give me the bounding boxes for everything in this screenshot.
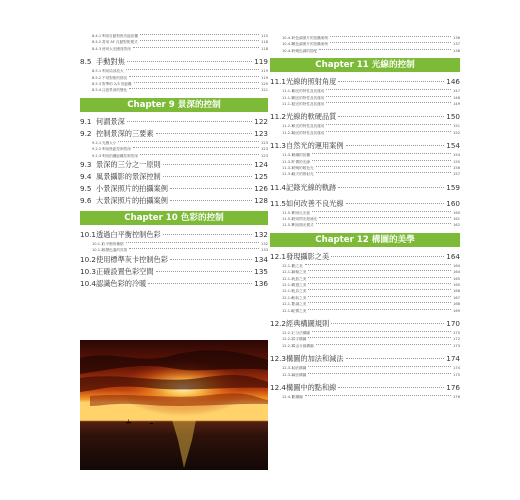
toc-subsection-entry — [270, 309, 460, 315]
entry-title: 空間之美 — [292, 308, 307, 313]
entry-page-number: 118 — [261, 46, 268, 51]
entry-number: 8.5.1 — [92, 69, 102, 74]
entry-title: 使用閃光燈補光 — [292, 217, 318, 222]
entry-title: 小景深照片的拍攝案例 — [96, 183, 168, 193]
entry-title: 手動對焦 — [96, 57, 125, 67]
dot-leader — [133, 47, 259, 48]
entry-page-number: 119 — [254, 57, 268, 67]
entry-number: 12.1.1 — [282, 263, 294, 268]
entry-page-number: 164 — [453, 270, 460, 275]
toc-right-column — [270, 36, 460, 401]
dot-leader — [129, 248, 259, 249]
entry-page-number: 165 — [453, 276, 460, 281]
entry-number: 11.1.2 — [282, 95, 294, 100]
toc-section-entry — [270, 112, 460, 124]
entry-number: 12.4.1 — [282, 394, 294, 399]
toc-section-entry — [80, 57, 268, 69]
entry-page-number: 172 — [453, 337, 460, 342]
entry-page-number: 147 — [453, 89, 460, 94]
dot-leader — [127, 61, 253, 62]
dot-leader — [308, 373, 451, 374]
entry-title: 記錄光線的軌跡 — [286, 182, 337, 192]
entry-title: 陰天的散射光 — [292, 172, 314, 177]
entry-number: 8.4.1 — [92, 34, 102, 38]
dot-leader — [319, 217, 451, 218]
entry-title: 大景深照片的拍攝案例 — [96, 195, 168, 205]
entry-page-number: 159 — [446, 182, 460, 192]
dot-leader — [308, 270, 451, 271]
dot-leader — [326, 89, 451, 90]
entry-number: 9.2.2 — [92, 147, 102, 152]
dot-leader — [338, 81, 444, 82]
entry-number: 12.1.6 — [282, 295, 294, 300]
entry-page-number: 137 — [453, 42, 460, 47]
entry-title: 發現攝影之美 — [286, 251, 330, 261]
entry-number: 9.2 — [80, 128, 92, 138]
entry-number: 8.5 — [80, 57, 92, 67]
dot-leader — [140, 154, 259, 155]
toc-subsection-entry — [270, 172, 460, 178]
entry-page-number: 122 — [254, 116, 268, 126]
toc-section-entry — [80, 230, 268, 242]
entry-number: 11.5.1 — [282, 210, 294, 215]
entry-page-number: 167 — [453, 295, 460, 300]
entry-number: 11.3.3 — [282, 165, 294, 170]
toc-subsection-entry — [80, 47, 268, 53]
toc-section-entry — [80, 184, 268, 196]
toc-subsection-entry — [80, 88, 268, 94]
entry-number: 11.2.2 — [282, 130, 294, 135]
entry-title: 光影之美 — [292, 276, 307, 281]
entry-number: 9.6 — [80, 195, 92, 205]
entry-number: 11.2.1 — [282, 124, 294, 129]
entry-title: 線條之美 — [292, 270, 307, 275]
entry-number: 12.3.1 — [282, 366, 294, 371]
entry-number: 11.1 — [270, 77, 287, 87]
entry-number: 12.4 — [270, 382, 287, 392]
dot-leader — [346, 145, 445, 146]
entry-title: 利用反光板 — [292, 210, 310, 215]
entry-number: 12.2.3 — [282, 343, 294, 348]
toc-subsection-entry — [270, 102, 460, 108]
dot-leader — [319, 49, 451, 50]
entry-page-number: 174 — [453, 366, 460, 371]
entry-title: 光線的照射角度 — [286, 77, 337, 87]
entry-number: 10.1 — [80, 229, 97, 239]
dot-leader — [127, 121, 253, 122]
dot-leader — [170, 259, 252, 260]
toc-section-entry — [80, 117, 268, 129]
entry-title: 風景攝影的景深控制 — [96, 171, 161, 181]
entry-title: 經典構圖規則 — [286, 318, 330, 328]
entry-title: 控制景深的三要素 — [96, 128, 154, 138]
toc-left-column — [80, 34, 268, 291]
chapter-heading: Chapter 10 色彩的控制 — [80, 211, 268, 225]
entry-page-number: 123 — [261, 147, 268, 152]
dot-leader — [129, 88, 259, 89]
chapter-heading: Chapter 9 景深的控制 — [80, 98, 268, 112]
dot-leader — [316, 172, 452, 173]
entry-page-number: 121 — [261, 88, 268, 93]
dot-leader — [326, 131, 451, 132]
entry-number: 11.5 — [270, 198, 287, 208]
entry-number: 9.2.3 — [92, 153, 102, 158]
entry-title: 自然光的運用案例 — [286, 141, 344, 151]
entry-page-number: 132 — [261, 241, 268, 246]
entry-title: 注意景深的變化 — [102, 88, 128, 93]
entry-number: 10.3 — [80, 266, 97, 276]
entry-title: 暖色調照片的拍攝案例 — [292, 42, 328, 47]
entry-title: 使用標準灰卡控制色彩 — [96, 254, 168, 264]
entry-number: 11.2 — [270, 112, 287, 122]
entry-title: 形狀之美 — [292, 295, 307, 300]
entry-page-number: 136 — [254, 278, 268, 288]
toc-section-entry — [270, 183, 460, 195]
dot-leader — [338, 387, 444, 388]
entry-page-number: 133 — [261, 248, 268, 253]
entry-title: 晨曦的拍攝 — [292, 153, 310, 158]
entry-title: 使用大光圈淺景深 — [102, 46, 131, 51]
entry-title: 認識色彩的冷暖 — [96, 278, 147, 288]
entry-page-number: 146 — [446, 77, 460, 87]
dot-leader — [140, 34, 259, 35]
entry-page-number: 169 — [453, 308, 460, 313]
entry-page-number: 170 — [446, 318, 460, 328]
entry-number: 12.3.2 — [282, 372, 294, 377]
entry-number: 11.3.2 — [282, 159, 294, 164]
entry-page-number: 154 — [446, 141, 460, 151]
toc-subsection-entry — [270, 49, 460, 55]
entry-number: 10.4.1 — [282, 36, 294, 40]
entry-title: 三分法構圖 — [292, 330, 310, 335]
dot-leader — [156, 271, 253, 272]
dot-leader — [346, 358, 445, 359]
dot-leader — [312, 160, 451, 161]
entry-number: 12.1.7 — [282, 302, 294, 307]
entry-title: 減法構圖 — [292, 372, 307, 377]
entry-number: 11.1.3 — [282, 101, 294, 106]
entry-number: 9.1 — [80, 116, 92, 126]
entry-page-number: 126 — [254, 183, 268, 193]
entry-page-number: 174 — [446, 354, 460, 364]
toc-subsection-entry — [270, 131, 460, 137]
dot-leader — [140, 40, 260, 41]
entry-title: 白平衡的種類 — [102, 241, 124, 246]
toc-section-entry — [270, 77, 460, 89]
entry-title: 冷暖色調的搭配 — [292, 48, 318, 53]
entry-page-number: 118 — [261, 40, 268, 45]
dot-leader — [148, 283, 252, 284]
dot-leader — [133, 147, 259, 148]
entry-page-number: 162 — [453, 223, 460, 228]
dot-leader — [170, 188, 252, 189]
toc-section-entry — [80, 279, 268, 291]
entry-title: 點構圖 — [292, 394, 303, 399]
entry-title: 光線的軟硬品質 — [286, 112, 337, 122]
entry-title: 利用焦距控制景深 — [102, 147, 131, 152]
toc-subsection-entry — [270, 344, 460, 350]
entry-title: 順光的特性及其運用 — [292, 89, 325, 94]
entry-number: 12.3 — [270, 354, 287, 364]
dot-leader — [308, 289, 451, 290]
entry-page-number: 160 — [446, 198, 460, 208]
dot-leader — [308, 302, 451, 303]
dot-leader — [338, 116, 444, 117]
entry-title: 利用測光模式 — [292, 223, 314, 228]
entry-title: 軟光的特性及其運用 — [292, 124, 325, 129]
entry-title: 景深的三分之一原則 — [96, 159, 161, 169]
chapter-heading: Chapter 11 光線的控制 — [270, 58, 460, 72]
entry-title: 利用自動對焦功能拍攝 — [102, 34, 138, 38]
dot-leader — [163, 176, 253, 177]
entry-number: 8.5.2 — [92, 75, 102, 80]
entry-title: 改變色溫的效果 — [102, 248, 128, 253]
dot-leader — [305, 395, 451, 396]
dot-leader — [330, 42, 451, 43]
entry-title: 影調之美 — [292, 302, 307, 307]
entry-page-number: 134 — [254, 254, 268, 264]
entry-number: 12.1.3 — [282, 276, 294, 281]
entry-number: 9.2.1 — [92, 140, 102, 145]
entry-page-number: 119 — [261, 75, 268, 80]
dot-leader — [170, 200, 252, 201]
dot-leader — [316, 223, 452, 224]
entry-title: 利用局部放大 — [102, 69, 124, 74]
dot-leader — [308, 277, 451, 278]
entry-title: 側光的特性及其運用 — [292, 95, 325, 100]
dot-leader — [316, 344, 452, 345]
dot-leader — [308, 309, 451, 310]
entry-page-number: 115 — [261, 34, 268, 38]
toc-subsection-entry — [270, 395, 460, 401]
entry-page-number: 168 — [453, 302, 460, 307]
entry-page-number: 164 — [446, 251, 460, 261]
toc-section-entry — [80, 129, 268, 141]
entry-number: 12.1.5 — [282, 289, 294, 294]
entry-page-number: 156 — [453, 165, 460, 170]
dot-leader — [331, 323, 444, 324]
entry-number: 12.1.2 — [282, 270, 294, 275]
entry-page-number: 161 — [453, 217, 460, 222]
entry-title: 逆光的特性及其運用 — [292, 101, 325, 106]
dot-leader — [331, 256, 444, 257]
entry-number: 12.2.2 — [282, 337, 294, 342]
dot-leader — [326, 102, 451, 103]
entry-number: 12.1 — [270, 251, 287, 261]
entry-page-number: 150 — [446, 112, 460, 122]
dot-leader — [326, 96, 451, 97]
entry-number: 11.3.1 — [282, 153, 294, 158]
entry-page-number: 119 — [261, 69, 268, 74]
entry-page-number: 170 — [453, 330, 460, 335]
toc-subsection-entry — [270, 373, 460, 379]
entry-number: 8.5.3 — [92, 81, 102, 86]
entry-title: 午間的光線 — [292, 159, 310, 164]
entry-number: 11.1.1 — [282, 89, 294, 94]
chapter-heading: Chapter 12 構圖的美學 — [270, 233, 460, 247]
entry-page-number: 149 — [453, 101, 460, 106]
entry-title: 不易對焦的情況 — [102, 75, 128, 80]
dot-leader — [129, 76, 259, 77]
entry-page-number: 123 — [261, 153, 268, 158]
entry-page-number: 154 — [453, 153, 460, 158]
entry-title: 對準約 2/3 的距離 — [102, 81, 132, 86]
entry-title: 黃金分割構圖 — [292, 343, 314, 348]
dot-leader — [326, 124, 451, 125]
entry-number: 10.2 — [80, 254, 97, 264]
entry-title: 質感之美 — [292, 283, 307, 288]
dot-leader — [163, 164, 253, 165]
entry-number: 10.1.2 — [92, 248, 104, 253]
toc-subsection-entry — [270, 223, 460, 229]
dot-leader — [338, 187, 444, 188]
toc-section-entry — [270, 252, 460, 264]
entry-title: 光圈大小 — [102, 140, 117, 145]
dot-leader — [156, 133, 253, 134]
entry-number: 10.4.3 — [282, 48, 294, 53]
entry-page-number: 176 — [446, 382, 460, 392]
toc-section-entry — [270, 199, 460, 211]
entry-number: 10.1.1 — [92, 241, 104, 246]
entry-page-number: 135 — [254, 266, 268, 276]
entry-page-number: 155 — [453, 159, 460, 164]
dot-leader — [330, 36, 451, 37]
entry-number: 8.4.3 — [92, 46, 102, 51]
entry-page-number: 136 — [453, 36, 460, 40]
dot-leader — [308, 283, 451, 284]
entry-title: 硬光的特性及其運用 — [292, 130, 325, 135]
toc-section-entry — [80, 172, 268, 184]
dot-leader — [126, 242, 260, 243]
entry-title: 透過白平衡控制色彩 — [96, 229, 161, 239]
entry-title: 加法構圖 — [292, 366, 307, 371]
toc-section-entry — [270, 354, 460, 366]
entry-title: 構圖的加法和減法 — [286, 354, 344, 364]
entry-title: 點之美 — [292, 263, 303, 268]
dot-leader — [308, 337, 451, 338]
entry-number: 12.1.4 — [282, 283, 294, 288]
entry-number: 9.5 — [80, 183, 92, 193]
entry-title: 構圖中的點和線 — [286, 382, 337, 392]
dot-leader — [312, 153, 451, 154]
entry-title: 冷色調照片的拍攝案例 — [292, 36, 328, 40]
toc-section-entry — [80, 255, 268, 267]
entry-number: 11.5.3 — [282, 223, 294, 228]
entry-number: 10.4 — [80, 278, 97, 288]
dot-leader — [312, 331, 451, 332]
toc-section-entry — [80, 160, 268, 172]
entry-number: 11.3 — [270, 141, 287, 151]
entry-number: 10.4.2 — [282, 42, 294, 47]
entry-page-number: 138 — [453, 48, 460, 53]
entry-page-number: 166 — [453, 289, 460, 294]
dot-leader — [346, 203, 445, 204]
entry-page-number: 128 — [254, 195, 268, 205]
toc-section-entry — [80, 196, 268, 208]
entry-title: 利用拍攝距離控制景深 — [102, 153, 138, 158]
entry-page-number: 120 — [261, 81, 268, 86]
toc-section-entry — [80, 267, 268, 279]
dot-leader — [308, 296, 451, 297]
dot-leader — [305, 264, 451, 265]
entry-page-number: 124 — [254, 159, 268, 169]
entry-page-number: 132 — [254, 229, 268, 239]
entry-number: 12.2.1 — [282, 330, 294, 335]
entry-page-number: 125 — [254, 171, 268, 181]
entry-page-number: 164 — [453, 263, 460, 268]
entry-page-number: 123 — [261, 140, 268, 145]
entry-title: 色彩之美 — [292, 289, 307, 294]
entry-title: 何謂景深 — [96, 116, 125, 126]
entry-number: 9.4 — [80, 171, 92, 181]
entry-page-number: 157 — [453, 172, 460, 177]
dot-leader — [316, 166, 452, 167]
entry-page-number: 165 — [453, 283, 460, 288]
entry-page-number: 175 — [453, 372, 460, 377]
dot-leader — [312, 211, 451, 212]
toc-section-entry — [270, 383, 460, 395]
dot-leader — [118, 141, 259, 142]
entry-page-number: 152 — [453, 130, 460, 135]
entry-title: 如何改善不良光線 — [286, 198, 344, 208]
entry-number: 12.1.8 — [282, 308, 294, 313]
entry-title: 傍晚的暖色光 — [292, 165, 314, 170]
entry-page-number: 148 — [453, 95, 460, 100]
entry-number: 11.4 — [270, 182, 287, 192]
entry-title: 正確設置色彩空間 — [96, 266, 154, 276]
toc-section-entry — [270, 141, 460, 153]
entry-page-number: 151 — [453, 124, 460, 129]
entry-title: 井字構圖 — [292, 337, 307, 342]
entry-number: 9.3 — [80, 159, 92, 169]
entry-title: 善用 AF 自動對焦模式 — [102, 40, 138, 45]
dot-leader — [308, 366, 451, 367]
entry-number: 8.4.2 — [92, 40, 102, 45]
dot-leader — [134, 82, 260, 83]
entry-number: 12.2 — [270, 318, 287, 328]
dot-leader — [163, 234, 253, 235]
toc-section-entry — [270, 319, 460, 331]
entry-number: 11.5.2 — [282, 217, 294, 222]
entry-page-number: 173 — [453, 343, 460, 348]
entry-number: 8.5.4 — [92, 88, 102, 93]
entry-number: 11.3.4 — [282, 172, 294, 177]
entry-page-number: 160 — [453, 210, 460, 215]
entry-page-number: 176 — [453, 394, 460, 399]
entry-page-number: 123 — [254, 128, 268, 138]
dot-leader — [126, 69, 260, 70]
sunset-sea-photo — [80, 340, 268, 470]
